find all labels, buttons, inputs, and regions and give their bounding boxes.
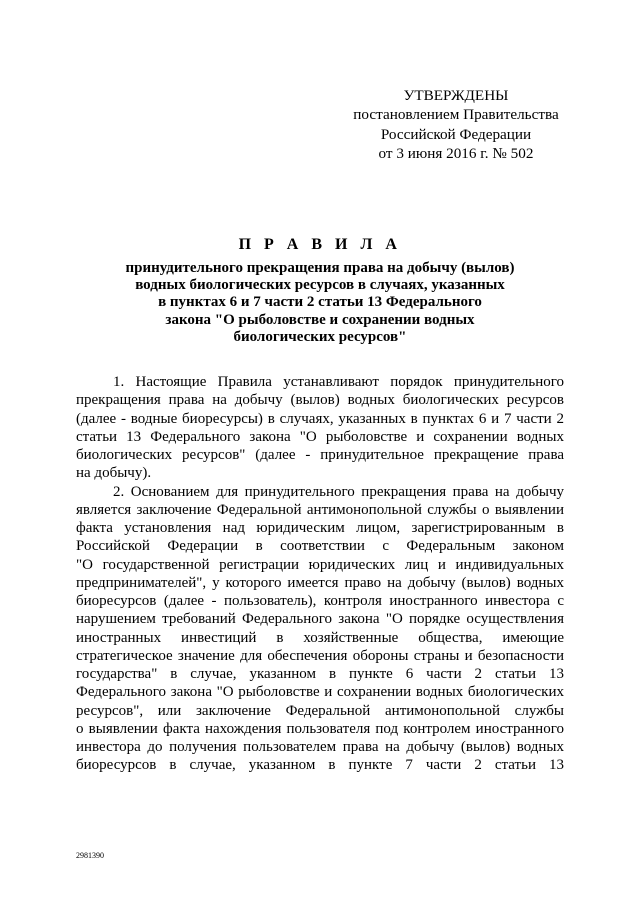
text-line: о выявлении факта нахождения пользователя под контролем иностранного bbox=[76, 720, 564, 737]
text-line: 1. Настоящие Правила устанавливают порядок принудительного bbox=[113, 374, 564, 390]
document-subtitle bbox=[104, 260, 536, 346]
text-line: нарушением требований Федерального закона "О порядке осуществления bbox=[76, 611, 564, 628]
text-line: ресурсов", или заключение Федеральной антимонопольной службы bbox=[76, 702, 564, 719]
text-line: Российской Федерации в соответствии с Федеральным законом bbox=[76, 538, 564, 555]
approval-stamp bbox=[330, 86, 582, 164]
approval-title: УТВЕРЖДЕНЫ bbox=[403, 87, 509, 104]
text-line: статьи 13 Федерального закона "О рыболовстве и сохранении водных bbox=[76, 428, 564, 445]
text-line: биоресурсов (далее - пользователь), контроля иностранного инвестора с bbox=[76, 593, 564, 609]
text-line: предпринимателей", у которого имеется право на добычу (вылов) водных bbox=[76, 574, 564, 591]
text-line: прекращения права на добычу (вылов) водных биологических ресурсов bbox=[76, 392, 564, 409]
text-line: биоресурсов в случае, указанном в пункте 7 части 2 статьи 13 bbox=[76, 757, 564, 774]
paragraph-1 bbox=[76, 373, 564, 483]
document-title: П Р А В И Л А bbox=[238, 236, 402, 253]
approval-date-number: от 3 июня 2016 г. № 502 bbox=[378, 145, 534, 163]
text-line: стратегическое значение для обеспечения обороны страны и безопасности bbox=[76, 647, 564, 664]
paragraph-2 bbox=[76, 483, 564, 775]
text-line: факта установления над юридическим лицом, зарегистрированным в bbox=[76, 520, 564, 536]
document-code: 2981390 bbox=[76, 851, 104, 860]
text-line: на добычу). bbox=[76, 465, 152, 482]
subtitle-line: водных биологических ресурсов в случаях, указанных bbox=[135, 277, 505, 294]
text-line: является заключение Федеральной антимонопольной службы о выявлении bbox=[76, 501, 564, 518]
text-line: 2. Основанием для принудительного прекращения права на добычу bbox=[113, 483, 564, 500]
text-line: биологических ресурсов" (далее - принудительное прекращение права bbox=[76, 447, 564, 463]
text-line: "О государственной регистрации юридических лиц и индивидуальных bbox=[76, 556, 564, 573]
approval-line: постановлением Правительства bbox=[353, 106, 559, 124]
text-line: инвестора до получения пользователем права на добычу (вылов) водных bbox=[76, 739, 564, 755]
subtitle-line: закона "О рыболовстве и сохранении водных bbox=[165, 311, 475, 328]
text-line: Федерального закона "О рыболовстве и сохранении водных биологических bbox=[76, 684, 564, 701]
document-body bbox=[76, 373, 564, 775]
text-line: (далее - водные биоресурсы) в случаях, указанных в пунктах 6 и 7 части 2 bbox=[76, 410, 564, 427]
subtitle-line: в пунктах 6 и 7 части 2 статьи 13 Федерального bbox=[158, 294, 482, 311]
text-line: государства" в случае, указанном в пункте 6 части 2 статьи 13 bbox=[76, 666, 564, 682]
subtitle-line: биологических ресурсов" bbox=[233, 328, 407, 345]
subtitle-line: принудительного прекращения права на добычу (вылов) bbox=[125, 260, 515, 276]
text-line: иностранных инвестиций в хозяйственные общества, имеющие bbox=[76, 629, 564, 646]
approval-line: Российской Федерации bbox=[380, 125, 532, 143]
